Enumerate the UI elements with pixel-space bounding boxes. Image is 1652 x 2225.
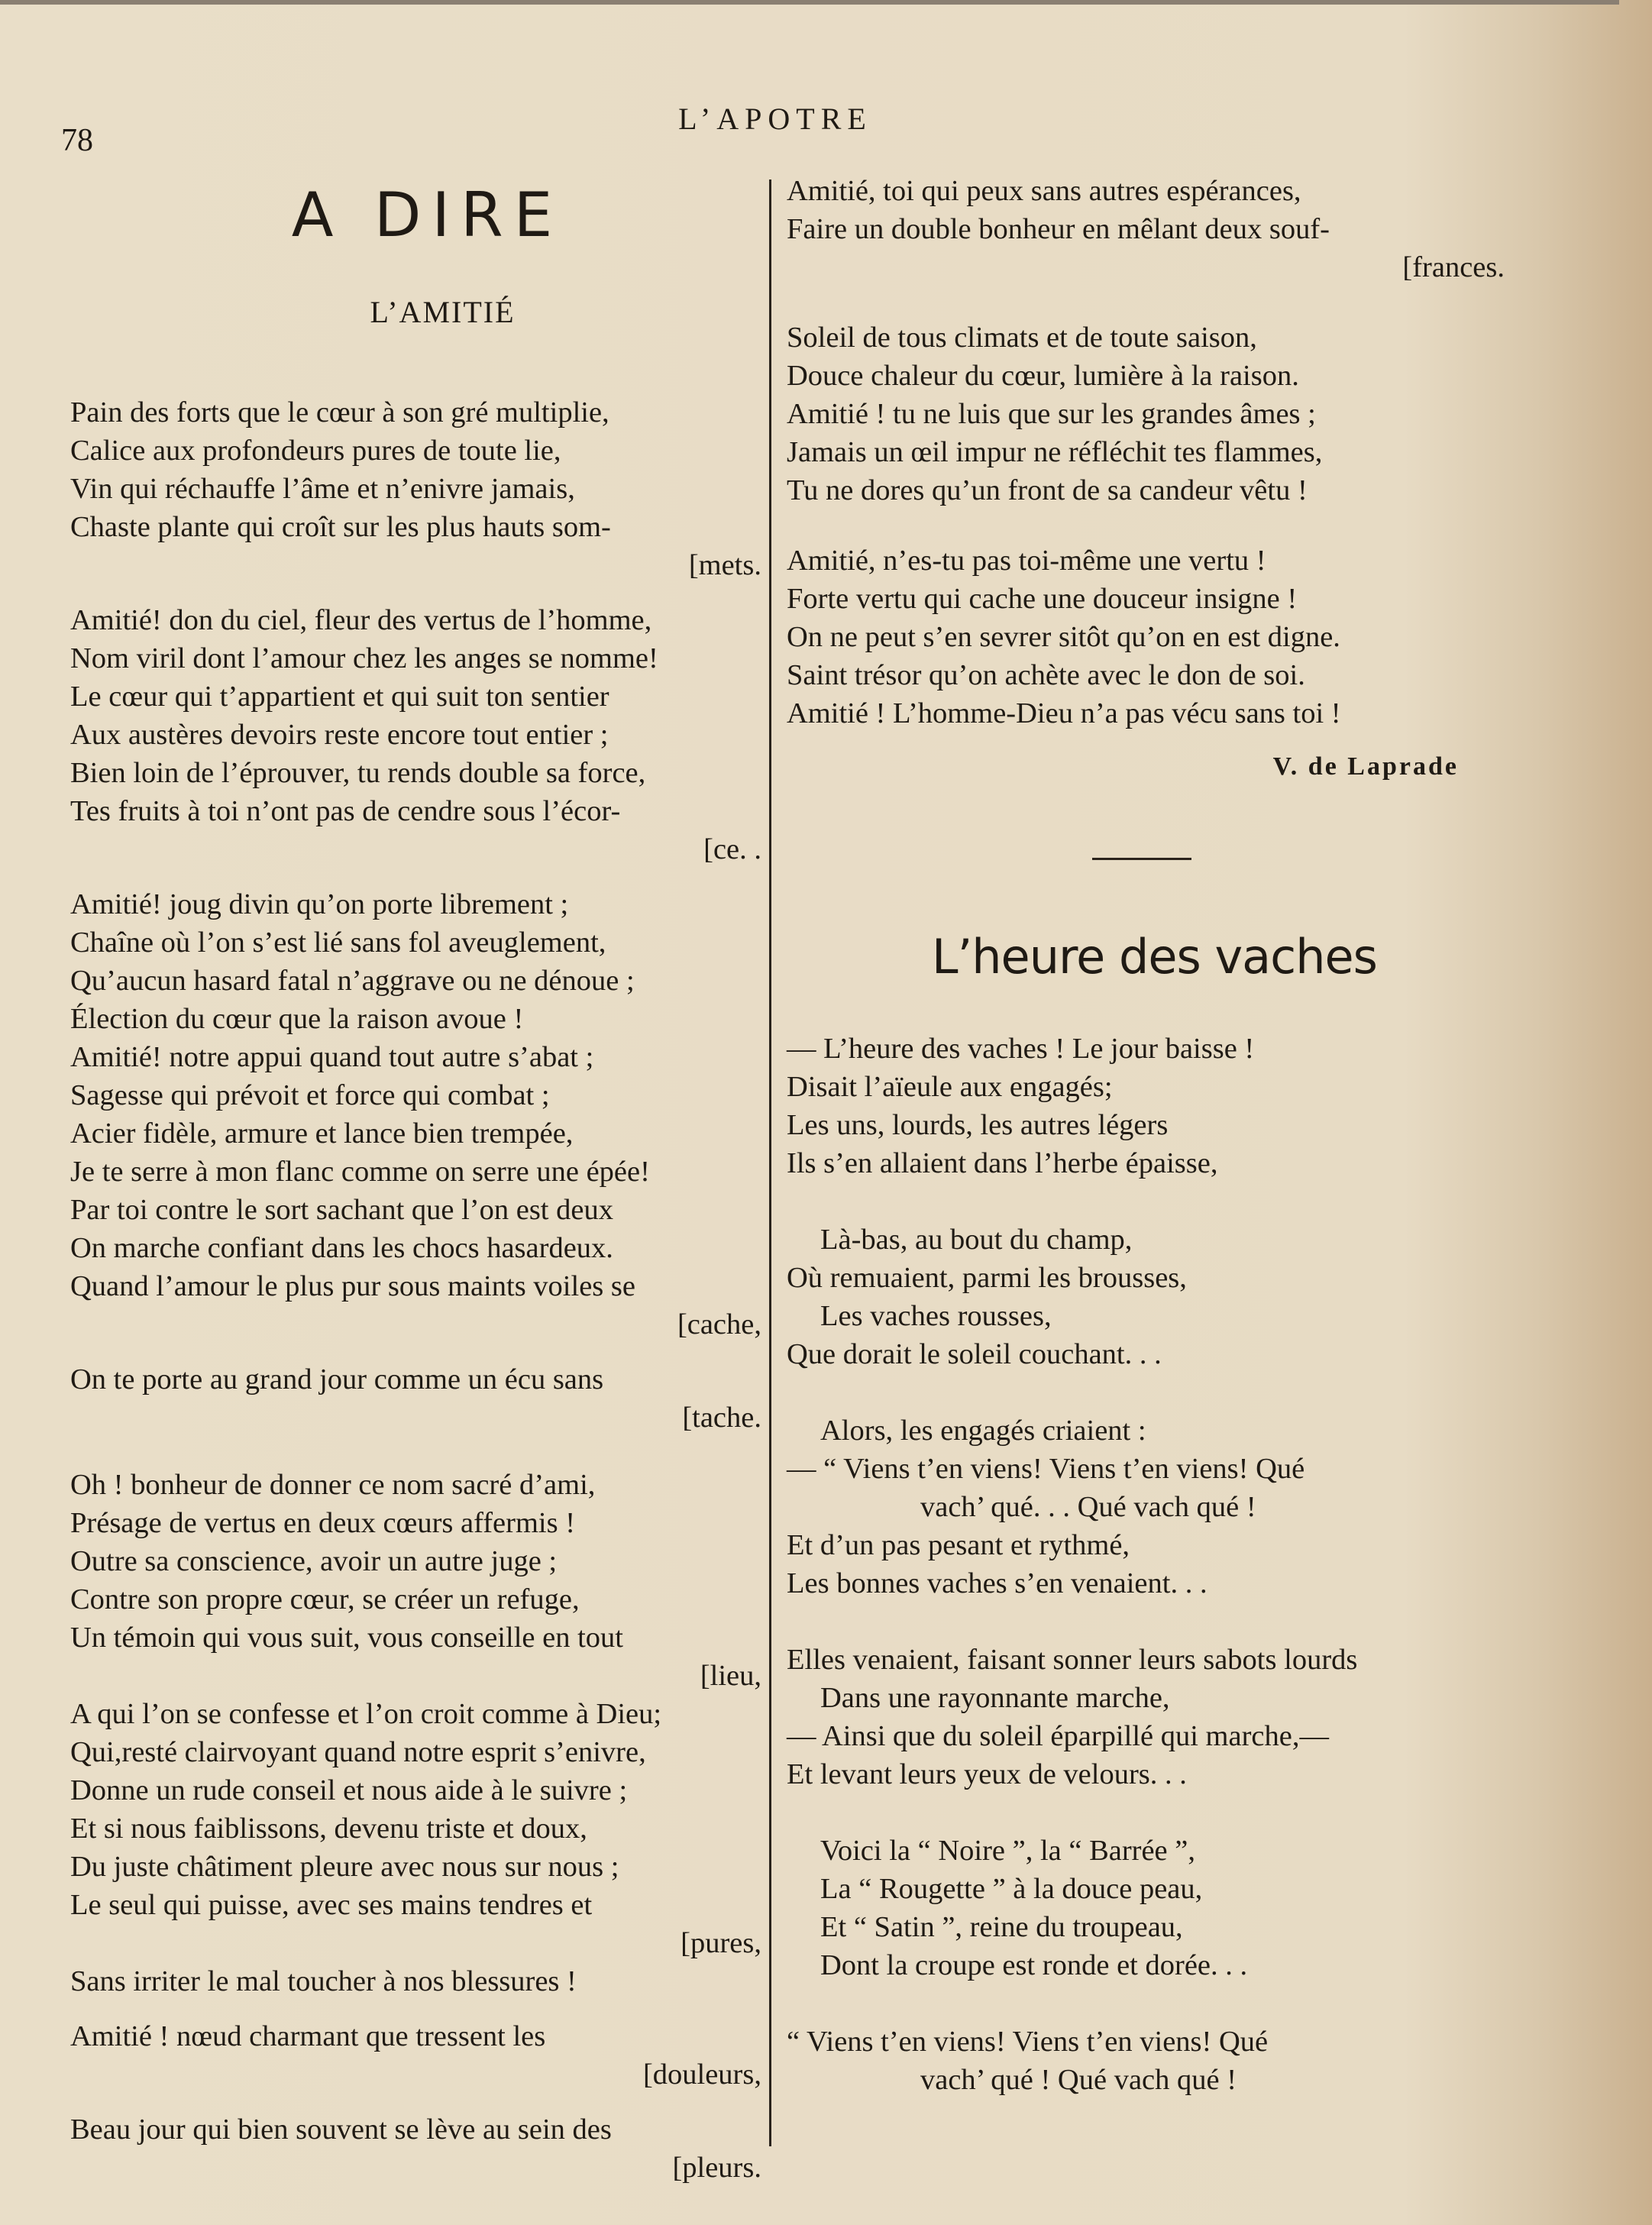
stanza xyxy=(70,1466,761,1695)
verse-line: Là-bas, au bout du champ, xyxy=(820,1224,1133,1256)
column-divider xyxy=(769,179,771,2146)
verse-line: Les vaches rousses, xyxy=(820,1300,1052,1332)
verse-line: On te porte au grand jour comme un écu sans xyxy=(70,1363,604,1395)
verse-line: Outre sa conscience, avoir un autre juge ; xyxy=(70,1545,558,1577)
author-signature: V. de Laprade xyxy=(1272,752,1459,781)
verse-line: Soleil de tous climats et de toute saison, xyxy=(787,322,1257,354)
verse-line-continuation: [lieu, xyxy=(700,1660,761,1692)
verse-line: Présage de vertus en deux cœurs affermis ! xyxy=(70,1507,576,1539)
stanza xyxy=(787,1030,1505,1182)
stanza xyxy=(787,1641,1505,1793)
verse-line: — “ Viens t’en viens! Viens t’en viens! Qué xyxy=(787,1453,1305,1485)
verse-line: Amitié, n’es-tu pas toi-même une vertu ! xyxy=(787,545,1266,577)
verse-line: Et d’un pas pesant et rythmé, xyxy=(787,1529,1130,1561)
verse-line: Ils s’en allaient dans l’herbe épaisse, xyxy=(787,1147,1218,1179)
running-head: L’APOTRE xyxy=(678,102,872,136)
verse-line: Disait l’aïeule aux engagés; xyxy=(787,1071,1113,1103)
stanza xyxy=(70,393,761,584)
page-number: 78 xyxy=(61,123,93,158)
verse-line: Bien loin de l’éprouver, tu rends double sa force, xyxy=(70,757,646,789)
verse-line: Qu’aucun hasard fatal n’aggrave ou ne dénoue ; xyxy=(70,965,635,997)
verse-line-continuation: [pleurs. xyxy=(672,2152,761,2184)
verse-line: Que dorait le soleil couchant. . . xyxy=(787,1338,1162,1370)
verse-line: Forte vertu qui cache une douceur insigne ! xyxy=(787,583,1298,615)
verse-line: Douce chaleur du cœur, lumière à la raison. xyxy=(787,360,1299,392)
stanza xyxy=(787,2023,1505,2099)
verse-line-continuation: [mets. xyxy=(688,549,761,581)
verse-line: Nom viril dont l’amour chez les anges se nomme! xyxy=(70,642,658,674)
left-column xyxy=(70,172,761,2187)
verse-line: Sans irriter le mal toucher à nos blessures ! xyxy=(70,1965,577,1997)
verse-line: Vin qui réchauffe l’âme et n’enivre jamais, xyxy=(70,473,575,505)
verse-line: — Ainsi que du soleil éparpillé qui marche,— xyxy=(787,1720,1329,1752)
verse-line: vach’ qué. . . Qué vach qué ! xyxy=(920,1491,1256,1523)
verse-line: Amitié ! tu ne luis que sur les grandes âmes ; xyxy=(787,398,1316,430)
section-title: A DIRE xyxy=(291,179,564,251)
stanza xyxy=(787,319,1505,509)
verse-line: Amitié! notre appui quand tout autre s’abat ; xyxy=(70,1041,594,1073)
verse-line: La “ Rougette ” à la douce peau, xyxy=(820,1873,1203,1905)
verse-line: Élection du cœur que la raison avoue ! xyxy=(70,1003,524,1035)
verse-line: Le seul qui puisse, avec ses mains tendres et xyxy=(70,1889,593,1921)
verse-line: Par toi contre le sort sachant que l’on est deux xyxy=(70,1194,613,1226)
verse-line-continuation: [douleurs, xyxy=(642,2058,761,2091)
verse-line-continuation: [ce. . xyxy=(703,833,761,865)
stanza xyxy=(787,542,1505,733)
verse-line: Je te serre à mon flanc comme on serre une épée! xyxy=(70,1156,650,1188)
poem-l-heure-des-vaches xyxy=(787,1030,1505,2099)
separator-rule xyxy=(1092,858,1191,860)
verse-line: Sagesse qui prévoit et force qui combat ; xyxy=(70,1079,550,1111)
stanza xyxy=(70,885,761,1344)
verse-line-continuation: [tache. xyxy=(682,1402,761,1434)
top-edge-line xyxy=(0,0,1619,5)
verse-line: Amitié! don du ciel, fleur des vertus de l’homme, xyxy=(70,604,652,636)
verse-line: Jamais un œil impur ne réfléchit tes flammes, xyxy=(787,436,1323,468)
poem-subtitle: L’AMITIÉ xyxy=(370,295,516,329)
poem-l-amitie xyxy=(70,393,761,2187)
verse-line: Amitié ! nœud charmant que tressent les xyxy=(70,2020,546,2052)
stanza xyxy=(70,1360,761,1437)
verse-line: Un témoin qui vous suit, vous conseille en tout xyxy=(70,1622,623,1654)
verse-line: Beau jour qui bien souvent se lève au sein des xyxy=(70,2113,612,2146)
verse-line: Alors, les engagés criaient : xyxy=(820,1415,1146,1447)
verse-line: A qui l’on se confesse et l’on croit comme à Dieu; xyxy=(70,1698,662,1730)
verse-line: Calice aux profondeurs pures de toute lie, xyxy=(70,435,561,467)
verse-line: Où remuaient, parmi les brousses, xyxy=(787,1262,1187,1294)
stanza xyxy=(70,2017,761,2094)
verse-line: Elles venaient, faisant sonner leurs sabots lourds xyxy=(787,1644,1358,1676)
verse-line-continuation: [pures, xyxy=(681,1927,761,1959)
verse-line: On ne peut s’en sevrer sitôt qu’on en est digne. xyxy=(787,621,1340,653)
verse-line: Pain des forts que le cœur à son gré multiplie, xyxy=(70,396,609,429)
verse-line: Les uns, lourds, les autres légers xyxy=(787,1109,1169,1141)
verse-line: Qui,resté clairvoyant quand notre esprit s’enivre, xyxy=(70,1736,646,1768)
verse-line: Chaîne où l’on s’est lié sans fol aveuglement, xyxy=(70,927,606,959)
verse-line: — L’heure des vaches ! Le jour baisse ! xyxy=(787,1033,1255,1065)
stanza xyxy=(70,1962,761,2000)
stanza xyxy=(70,1695,761,1962)
verse-line: On marche confiant dans les chocs hasardeux. xyxy=(70,1232,613,1264)
verse-line: Contre son propre cœur, se créer un refuge, xyxy=(70,1583,580,1615)
verse-line: Oh ! bonheur de donner ce nom sacré d’ami, xyxy=(70,1469,596,1501)
verse-line: Tu ne dores qu’un front de sa candeur vêtu ! xyxy=(787,474,1308,506)
poem-l-amitie-continued xyxy=(787,172,1505,733)
verse-line: vach’ qué ! Qué vach qué ! xyxy=(920,2064,1237,2096)
right-column xyxy=(787,172,1505,2099)
stanza xyxy=(787,1221,1505,1373)
stanza xyxy=(787,172,1505,286)
verse-line-continuation: [frances. xyxy=(1402,251,1505,283)
verse-line: Amitié ! L’homme-Dieu n’a pas vécu sans toi ! xyxy=(787,697,1341,729)
verse-line: “ Viens t’en viens! Viens t’en viens! Qué xyxy=(787,2026,1269,2058)
verse-line: Amitié, toi qui peux sans autres espérances, xyxy=(787,175,1301,207)
verse-line: Acier fidèle, armure et lance bien trempée, xyxy=(70,1117,574,1150)
stanza xyxy=(787,1832,1505,1984)
verse-line: Saint trésor qu’on achète avec le don de soi. xyxy=(787,659,1305,691)
verse-line: Et “ Satin ”, reine du troupeau, xyxy=(820,1911,1183,1943)
verse-line: Amitié! joug divin qu’on porte librement ; xyxy=(70,888,569,920)
verse-line: Donne un rude conseil et nous aide à le suivre ; xyxy=(70,1774,628,1806)
verse-line-continuation: [cache, xyxy=(677,1308,761,1340)
verse-line: Et levant leurs yeux de velours. . . xyxy=(787,1758,1187,1790)
stanza xyxy=(70,2110,761,2187)
stanza xyxy=(787,1412,1505,1602)
verse-line: Aux austères devoirs reste encore tout entier ; xyxy=(70,719,609,751)
verse-line: Chaste plante qui croît sur les plus hauts som- xyxy=(70,511,611,543)
verse-line: Faire un double bonheur en mêlant deux souf- xyxy=(787,213,1330,245)
verse-line: Voici la “ Noire ”, la “ Barrée ”, xyxy=(820,1835,1195,1867)
poem-title: L’heure des vaches xyxy=(932,929,1377,985)
verse-line: Le cœur qui t’appartient et qui suit ton sentier xyxy=(70,681,609,713)
verse-line: Les bonnes vaches s’en venaient. . . xyxy=(787,1567,1207,1599)
verse-line: Tes fruits à toi n’ont pas de cendre sous l’écor- xyxy=(70,795,621,827)
stanza xyxy=(70,601,761,868)
verse-line: Et si nous faiblissons, devenu triste et doux, xyxy=(70,1813,587,1845)
verse-line: Dont la croupe est ronde et dorée. . . xyxy=(820,1949,1248,1981)
verse-line: Du juste châtiment pleure avec nous sur nous ; xyxy=(70,1851,619,1883)
verse-line: Dans une rayonnante marche, xyxy=(820,1682,1170,1714)
verse-line: Quand l’amour le plus pur sous maints voiles se xyxy=(70,1270,635,1302)
